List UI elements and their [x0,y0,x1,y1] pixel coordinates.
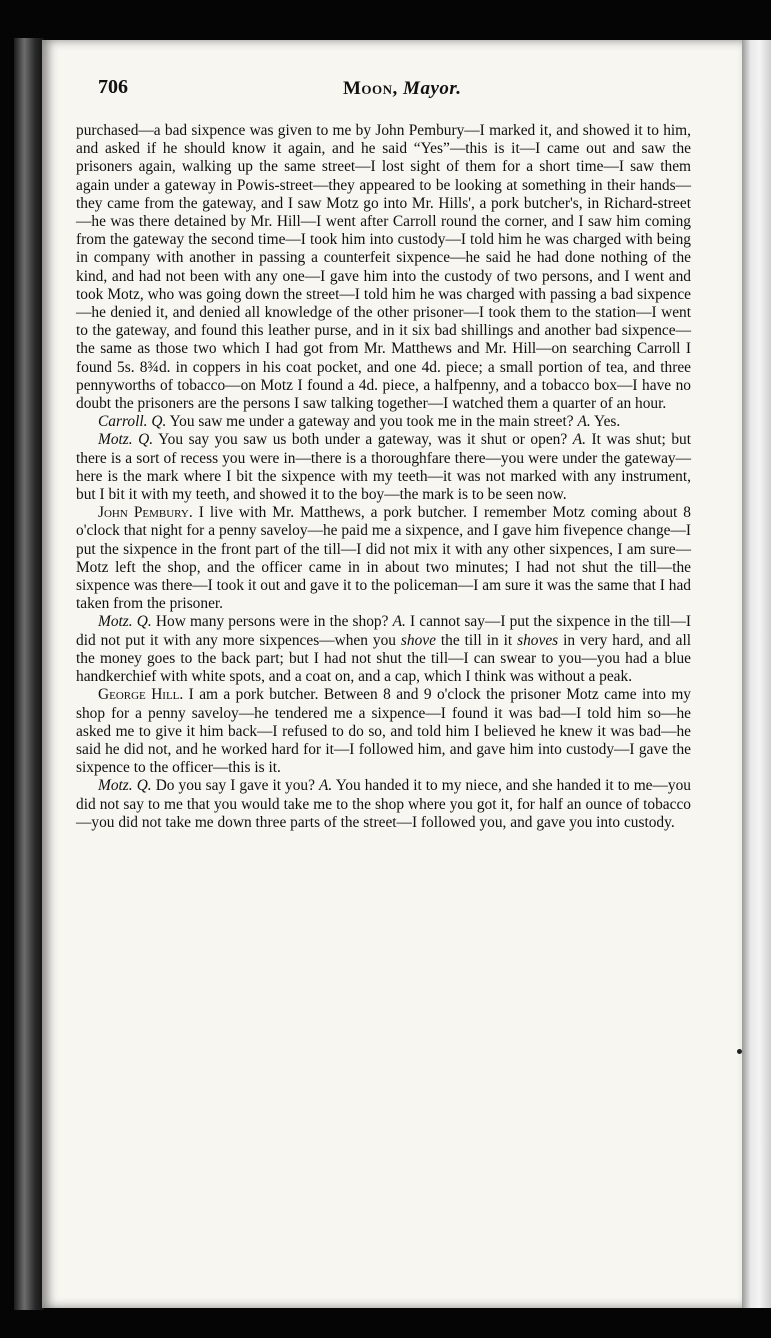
paragraph [76,504,691,613]
ink-speck [737,1049,742,1054]
paragraph [76,777,691,832]
running-head-name: Moon, [343,78,398,99]
body-text: I am a pork butcher. Between 8 and 9 o'clock the prisoner Motz came into my shop for a penny saveloy—he tendered me a sixpence—I found it was bad—I told him so—he asked me to give it him back—I refused to do so, and told him I believed he knew it was bad—he said he did not, and he worked hard for it—I followed him, and gave him into custody—I gave the sixpence to the officer—this is it. [76,686,691,777]
emphasis-text: A. [577,413,591,431]
emphasis-text: Motz. [98,777,133,795]
paragraph [76,122,691,413]
emphasis-text: Q. [136,613,152,631]
paragraph [76,613,691,686]
emphasis-text: Carroll. [98,413,148,431]
body-text: You say you saw us both under a gateway, was it shut or open? [153,431,573,449]
body-text: Do you say I gave it you? [151,777,319,795]
book-binding [14,38,44,1310]
emphasis-text: Q. [151,413,167,431]
speaker-name: George Hill. [98,686,184,704]
speaker-name: John Pembury. [98,504,193,522]
emphasis-text: Q. [138,431,154,449]
body-text: How many persons were in the shop? [151,613,393,631]
running-head-title: Mayor. [403,78,462,99]
body-text: It was shut; but there is a sort of recess you were in—there is a thoroughfare there—you were under the gateway—here is the mark where I bit the sixpence with my teeth—it was not marked with any instrument, but I bit it with my teeth, and showed it to the boy—the mark is to be seen now. [76,431,691,504]
body-text: You handed it to my niece, and she handed it to me—you did not say to me that you would take me to the shop where you got it, for half an ounce of tobacco—you did not take me down three parts of the street—I followed you, and gave you into custody. [76,777,691,831]
body-text: purchased—a bad sixpence was given to me by John Pembury—I marked it, and showed it to him, and asked if he should know it again, and he said “Yes”—this is it—I came out and saw the prisoners again, walking up the same street—I lost sight of them for a short time—I saw them again under a gateway in Powis-street—they appeared to be looking at something in their hands—they came from the gateway, and I saw Motz go into Mr. Hills', a pork butcher's, in Richard-street—he was there detained by Mr. Hill—I went after Carroll round the corner, and I saw him coming from the gateway the second time—I took him into custody—I told him he was charged with being in company with another in passing a counterfeit sixpence—he said he had done nothing of the kind, and had not been with any one—I gave him into the custody of two persons, and I went and took Motz, who was going down the street—I told him he was charged with passing a bad sixpence—he denied it, and denied all knowledge of the other prisoner—I took them to the station—I went to the gateway, and found this leather purse, and in it six bad shillings and another bad sixpence—the same as those two which I had got from Mr. Matthews and Mr. Hill—on searching Carroll I found 5s. 8¾d. in coppers in his coat pocket, and one 4d. piece; a small portion of tea, and three pennyworths of tobacco—on Motz I found a 4d. piece, a halfpenny, and a tobacco box—I have no doubt the prisoners are the persons I saw talking together—I watched them a quarter of an hour. [76,122,691,413]
body-text: the till in it [435,631,518,649]
page-edge [742,40,771,1308]
running-head [343,78,461,100]
emphasis-text: A. [319,777,333,795]
body-text: in very hard, and all the money goes to the back part; but I had not shut the till—I can swear to you—you had a blue handkerchief with white spots, and a coat on, and a cap, which I think was without a peak. [76,631,691,686]
body-text: You saw me under a gateway and you took me in the main street? [166,413,578,431]
paragraph [76,413,691,431]
page-body [76,122,691,832]
emphasis-text: shove [400,631,436,649]
body-text: I live with Mr. Matthews, a pork butcher. I remember Motz coming about 8 o'clock that night for a penny saveloy—he paid me a sixpence, and I gave him fivepence change—I put the sixpence in the front part of the till—I did not mix it with any other sixpences, I am sure—Motz left the shop, and the officer came in in about two minutes; I had not shut the till—the sixpence was there—I took it out and gave it to the policeman—I am sure it was the same that I had taken from the prisoner. [76,504,692,613]
paragraph [76,686,691,777]
body-text: Yes. [590,413,621,431]
emphasis-text: shoves [517,631,559,649]
emphasis-text: Q. [136,777,152,795]
body-text: I cannot say—I put the sixpence in the till—I did not put it with any more sixpences—when you [76,613,691,649]
emphasis-text: A. [572,431,586,449]
page-header [98,76,698,106]
emphasis-text: Motz. [98,613,133,631]
page-number: 706 [98,76,128,98]
paragraph [76,431,691,504]
emphasis-text: Motz. [98,431,133,449]
emphasis-text: A. [392,613,406,631]
